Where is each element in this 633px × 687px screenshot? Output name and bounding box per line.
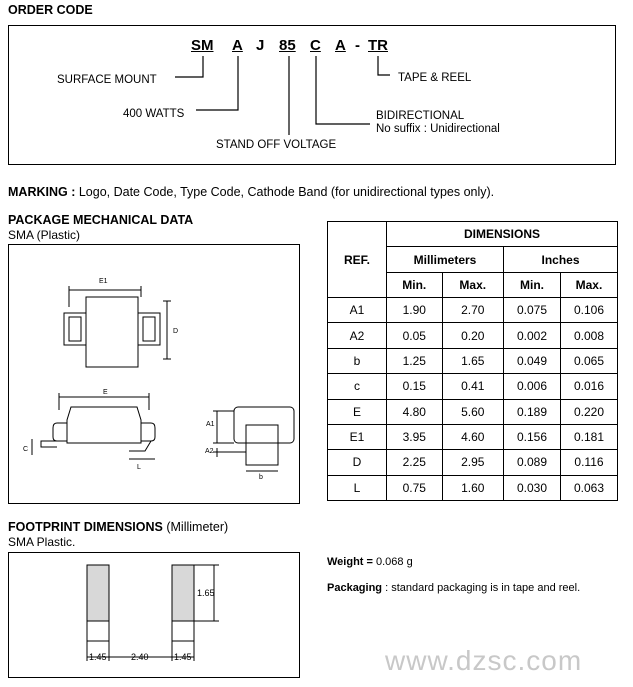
cell-ref: A1 [328,298,387,323]
table-row [328,323,618,348]
table-row [328,348,618,373]
dim-label-c: C [23,446,29,453]
footprint-subtitle: SMA Plastic. [8,535,76,549]
cell-in-max: 0.008 [560,323,617,348]
header-ref: REF. [328,222,387,298]
cell-mm-max: 4.60 [442,424,504,449]
cell-mm-max: 5.60 [442,399,504,424]
code-part-c: C [310,37,321,54]
cell-in-min: 0.049 [504,348,561,373]
order-code-heading: ORDER CODE [8,3,93,17]
cell-in-min: 0.075 [504,298,561,323]
cell-in-max: 0.106 [560,298,617,323]
cell-in-min: 0.006 [504,374,561,399]
packaging-label: Packaging [327,582,383,594]
cell-mm-max: 0.41 [442,374,504,399]
cell-mm-min: 1.90 [387,298,443,323]
cell-ref: c [328,374,387,399]
cell-mm-min: 1.25 [387,348,443,373]
header-in-min: Min. [504,272,561,297]
packaging-text: : standard packaging is in tape and reel. [382,582,581,594]
cell-mm-max: 1.65 [442,348,504,373]
weight-line [327,556,413,568]
package-drawing [9,245,299,503]
dim-label-b: b [259,474,263,481]
label-bidirectional: BIDIRECTIONAL [376,110,465,122]
marking-label: MARKING : [8,185,76,199]
cell-mm-max: 1.60 [442,475,504,500]
watermark: www.dzsc.com [385,645,583,676]
header-in-max: Max. [560,272,617,297]
cell-in-max: 0.220 [560,399,617,424]
cell-mm-max: 0.20 [442,323,504,348]
label-400-watts: 400 WATTS [123,108,185,120]
package-drawing-box [8,244,300,504]
cell-ref: A2 [328,323,387,348]
code-part-sm: SM [191,37,214,54]
cell-mm-max: 2.70 [442,298,504,323]
table-row [328,424,618,449]
footprint-dim-gap: 2.40 [131,652,149,662]
label-surface-mount: SURFACE MOUNT [57,74,157,86]
table-row [328,374,618,399]
cell-in-max: 0.181 [560,424,617,449]
weight-label: Weight = [327,556,376,568]
footprint-heading: FOOTPRINT DIMENSIONS [8,520,163,534]
cell-mm-min: 0.75 [387,475,443,500]
header-mm-max: Max. [442,272,504,297]
code-part-tr: TR [368,37,388,54]
code-part-j: J [256,37,265,54]
cell-in-max: 0.065 [560,348,617,373]
label-tape-reel: TAPE & REEL [398,72,472,84]
code-part-85: 85 [279,37,296,54]
marking-text: Logo, Date Code, Type Code, Cathode Band (for unidirectional types only). [75,185,495,199]
cell-ref: E [328,399,387,424]
table-row [328,298,618,323]
cell-in-min: 0.089 [504,450,561,475]
header-millimeters: Millimeters [387,247,504,272]
dim-label-l: L [137,464,141,471]
packaging-line [327,582,580,594]
marking-line [8,185,494,199]
dim-label-a2: A2 [205,448,214,455]
dim-label-a1: A1 [206,421,215,428]
package-heading: PACKAGE MECHANICAL DATA [8,213,194,227]
dim-label-e1: E1 [99,278,108,285]
cell-in-min: 0.156 [504,424,561,449]
dimensions-table [327,221,618,501]
dim-label-d: D [173,328,179,335]
footprint-drawing [9,553,299,677]
cell-in-min: 0.002 [504,323,561,348]
dim-label-e: E [103,389,108,396]
cell-ref: D [328,450,387,475]
cell-in-min: 0.189 [504,399,561,424]
cell-ref: L [328,475,387,500]
cell-mm-min: 2.25 [387,450,443,475]
cell-mm-min: 0.05 [387,323,443,348]
cell-mm-min: 0.15 [387,374,443,399]
label-stand-off-voltage: STAND OFF VOLTAGE [216,139,337,151]
cell-in-min: 0.030 [504,475,561,500]
table-row [328,475,618,500]
code-part-dash: - [355,37,360,54]
code-part-a2: A [335,37,346,54]
table-row [328,450,618,475]
code-part-a: A [232,37,243,54]
cell-mm-min: 4.80 [387,399,443,424]
cell-ref: E1 [328,424,387,449]
table-row [328,399,618,424]
header-inches: Inches [504,247,618,272]
footprint-dim-pad-right: 1.45 [174,652,192,662]
label-no-suffix: No suffix : Unidirectional [376,123,500,135]
footprint-heading-line [8,520,228,534]
cell-in-max: 0.063 [560,475,617,500]
cell-ref: b [328,348,387,373]
header-dimensions: DIMENSIONS [387,222,618,247]
cell-mm-max: 2.95 [442,450,504,475]
weight-value: 0.068 g [376,556,413,568]
cell-in-max: 0.116 [560,450,617,475]
footprint-dim-height: 1.65 [197,588,215,598]
header-mm-min: Min. [387,272,443,297]
footprint-dim-pad-left: 1.45 [89,652,107,662]
footprint-heading-unit: (Millimeter) [162,520,229,534]
cell-mm-min: 3.95 [387,424,443,449]
footprint-drawing-box [8,552,300,678]
cell-in-max: 0.016 [560,374,617,399]
package-subtitle: SMA (Plastic) [8,228,81,242]
